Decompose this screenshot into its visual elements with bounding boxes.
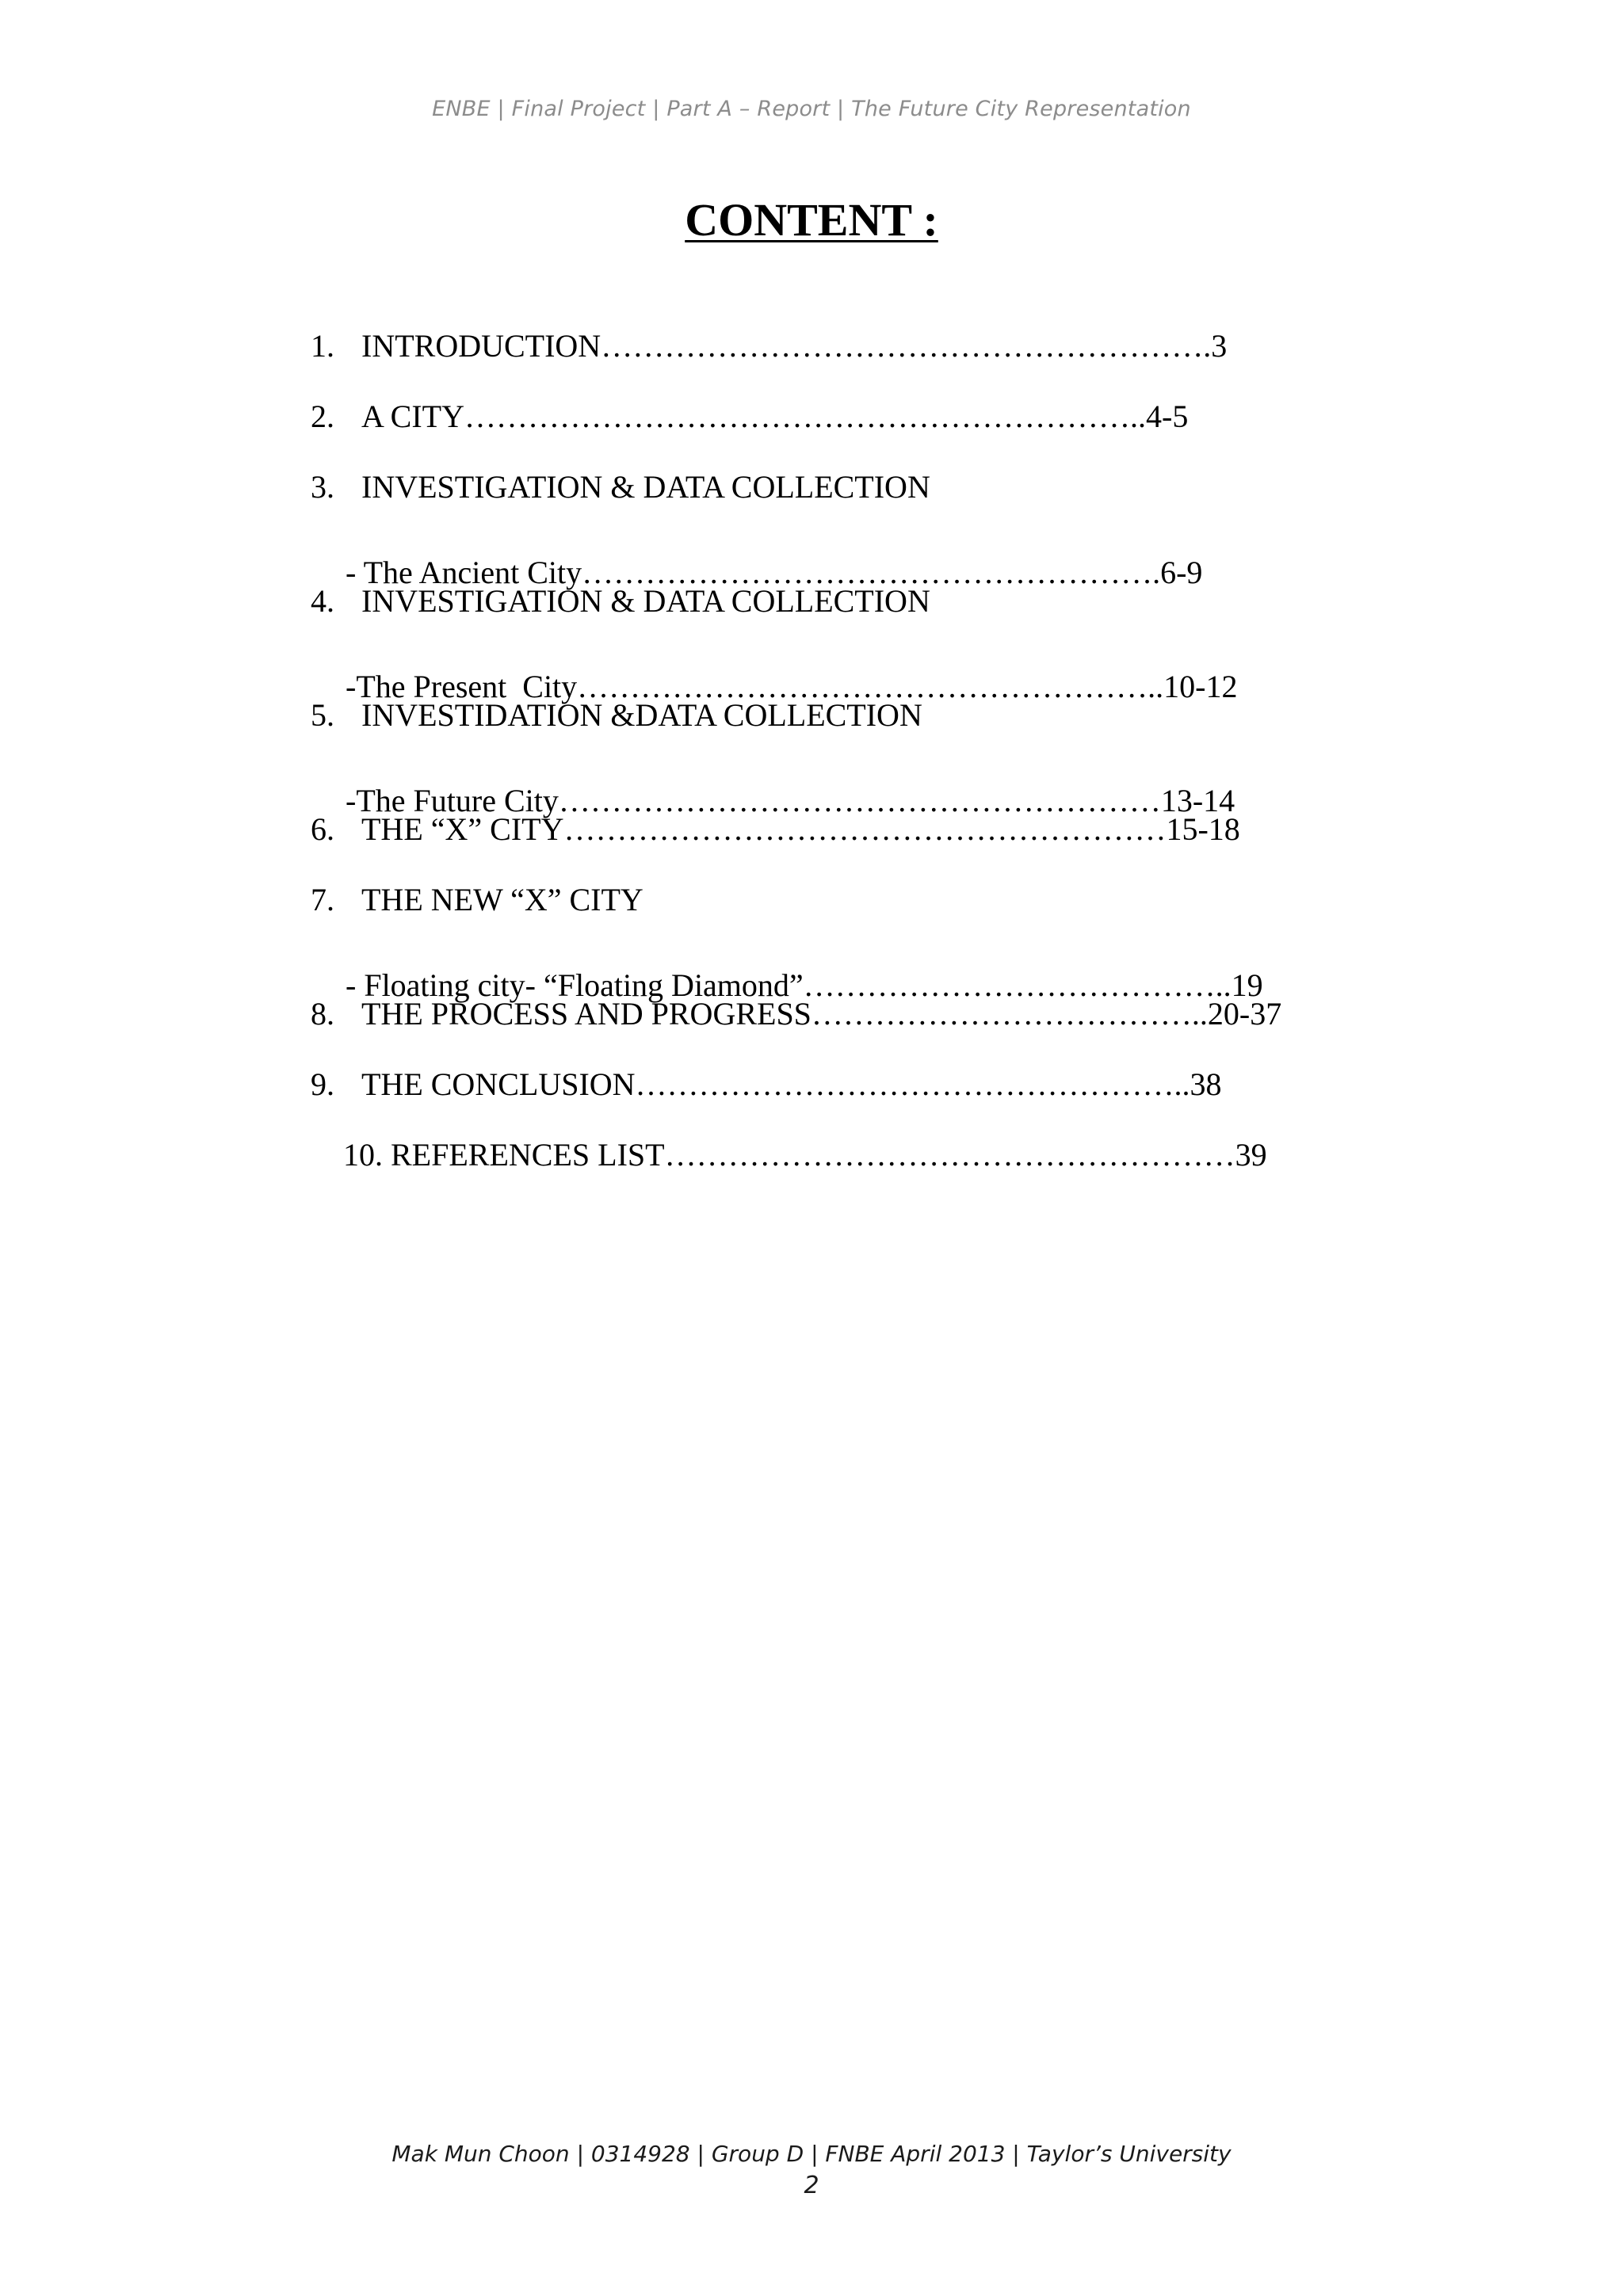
page-number: 2 bbox=[804, 2172, 819, 2199]
toc-line: INVESTIGATION & DATA COLLECTION bbox=[361, 583, 930, 619]
toc-number: 2. bbox=[311, 399, 334, 434]
toc-subline: -The Present City………………………………………………..10-12 bbox=[346, 669, 1238, 704]
toc-number: 7. bbox=[311, 882, 334, 917]
toc-line: THE NEW “X” CITY bbox=[361, 882, 643, 917]
toc-number: 4. bbox=[311, 583, 334, 619]
toc-subline: -The Future City…………………………………………………13-14 bbox=[346, 783, 1235, 818]
toc-line: INTRODUCTION………………………………………………….3 bbox=[361, 328, 1228, 364]
toc-number: 6. bbox=[311, 811, 334, 847]
toc-line: INVESTIGATION & DATA COLLECTION bbox=[361, 469, 930, 505]
toc-line: INVESTIDATION &DATA COLLECTION bbox=[361, 697, 922, 733]
toc-line: THE CONCLUSION……………………………………………..38 bbox=[361, 1066, 1222, 1102]
toc-line: THE PROCESS AND PROGRESS………………………………..20-37 bbox=[361, 996, 1282, 1032]
toc-number: 3. bbox=[311, 469, 334, 505]
page-title: CONTENT : bbox=[685, 194, 938, 246]
toc-line: A CITY………………………………………………………..4-5 bbox=[361, 399, 1189, 434]
toc-number: 10. bbox=[343, 1137, 383, 1173]
toc-subline: - The Ancient City……………………………………………….6-9 bbox=[346, 555, 1203, 590]
toc-entry-references bbox=[327, 1091, 1267, 1177]
toc-subline: - Floating city- “Floating Diamond”…………………………………..19 bbox=[346, 967, 1263, 1003]
toc-line: THE “X” CITY…………………………………………………15-18 bbox=[361, 811, 1240, 847]
toc-number: 5. bbox=[311, 697, 334, 733]
running-header: ENBE | Final Project | Part A – Report | The Future City Representation bbox=[432, 97, 1191, 121]
running-footer: Mak Mun Choon | 0314928 | Group D | FNBE April 2013 | Taylor’s University bbox=[391, 2141, 1232, 2167]
toc-number: 8. bbox=[311, 996, 334, 1032]
toc-number: 1. bbox=[311, 328, 334, 364]
toc-line: REFERENCES LIST………………………………………………39 bbox=[391, 1137, 1267, 1173]
toc-number: 9. bbox=[311, 1066, 334, 1102]
